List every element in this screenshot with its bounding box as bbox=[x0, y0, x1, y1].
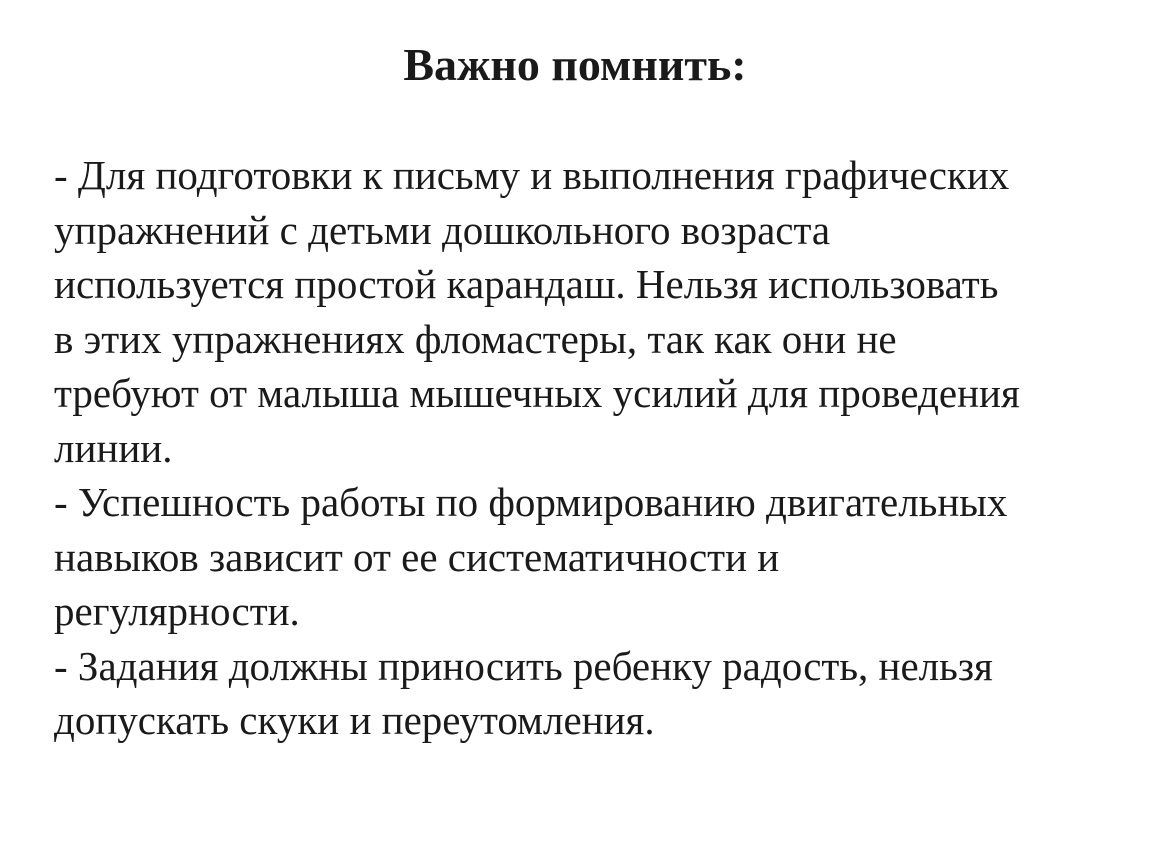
body-line: линии. bbox=[54, 424, 173, 471]
slide-title: Важно помнить: bbox=[403, 39, 747, 90]
body-line: используется простой карандаш. Нельзя использовать bbox=[54, 261, 999, 307]
body-line: - Успешность работы по формированию двигательных bbox=[54, 479, 1008, 525]
body-line: требуют от малыша мышечных усилий для проведения bbox=[54, 370, 1020, 416]
slide-body bbox=[54, 148, 1124, 748]
body-line: упражнений с детьми дошкольного возраста bbox=[54, 206, 831, 253]
body-line: - Для подготовки к письму и выполнения графических bbox=[54, 152, 1010, 198]
body-line: в этих упражнениях фломастеры, так как они не bbox=[54, 315, 897, 362]
body-line: регулярности. bbox=[54, 588, 300, 634]
body-line: допускать скуки и переутомления. bbox=[54, 697, 655, 743]
body-line: навыков зависит от ее систематичности и bbox=[54, 533, 780, 580]
body-line: - Задания должны приносить ребенку радость, нельзя bbox=[54, 642, 993, 689]
